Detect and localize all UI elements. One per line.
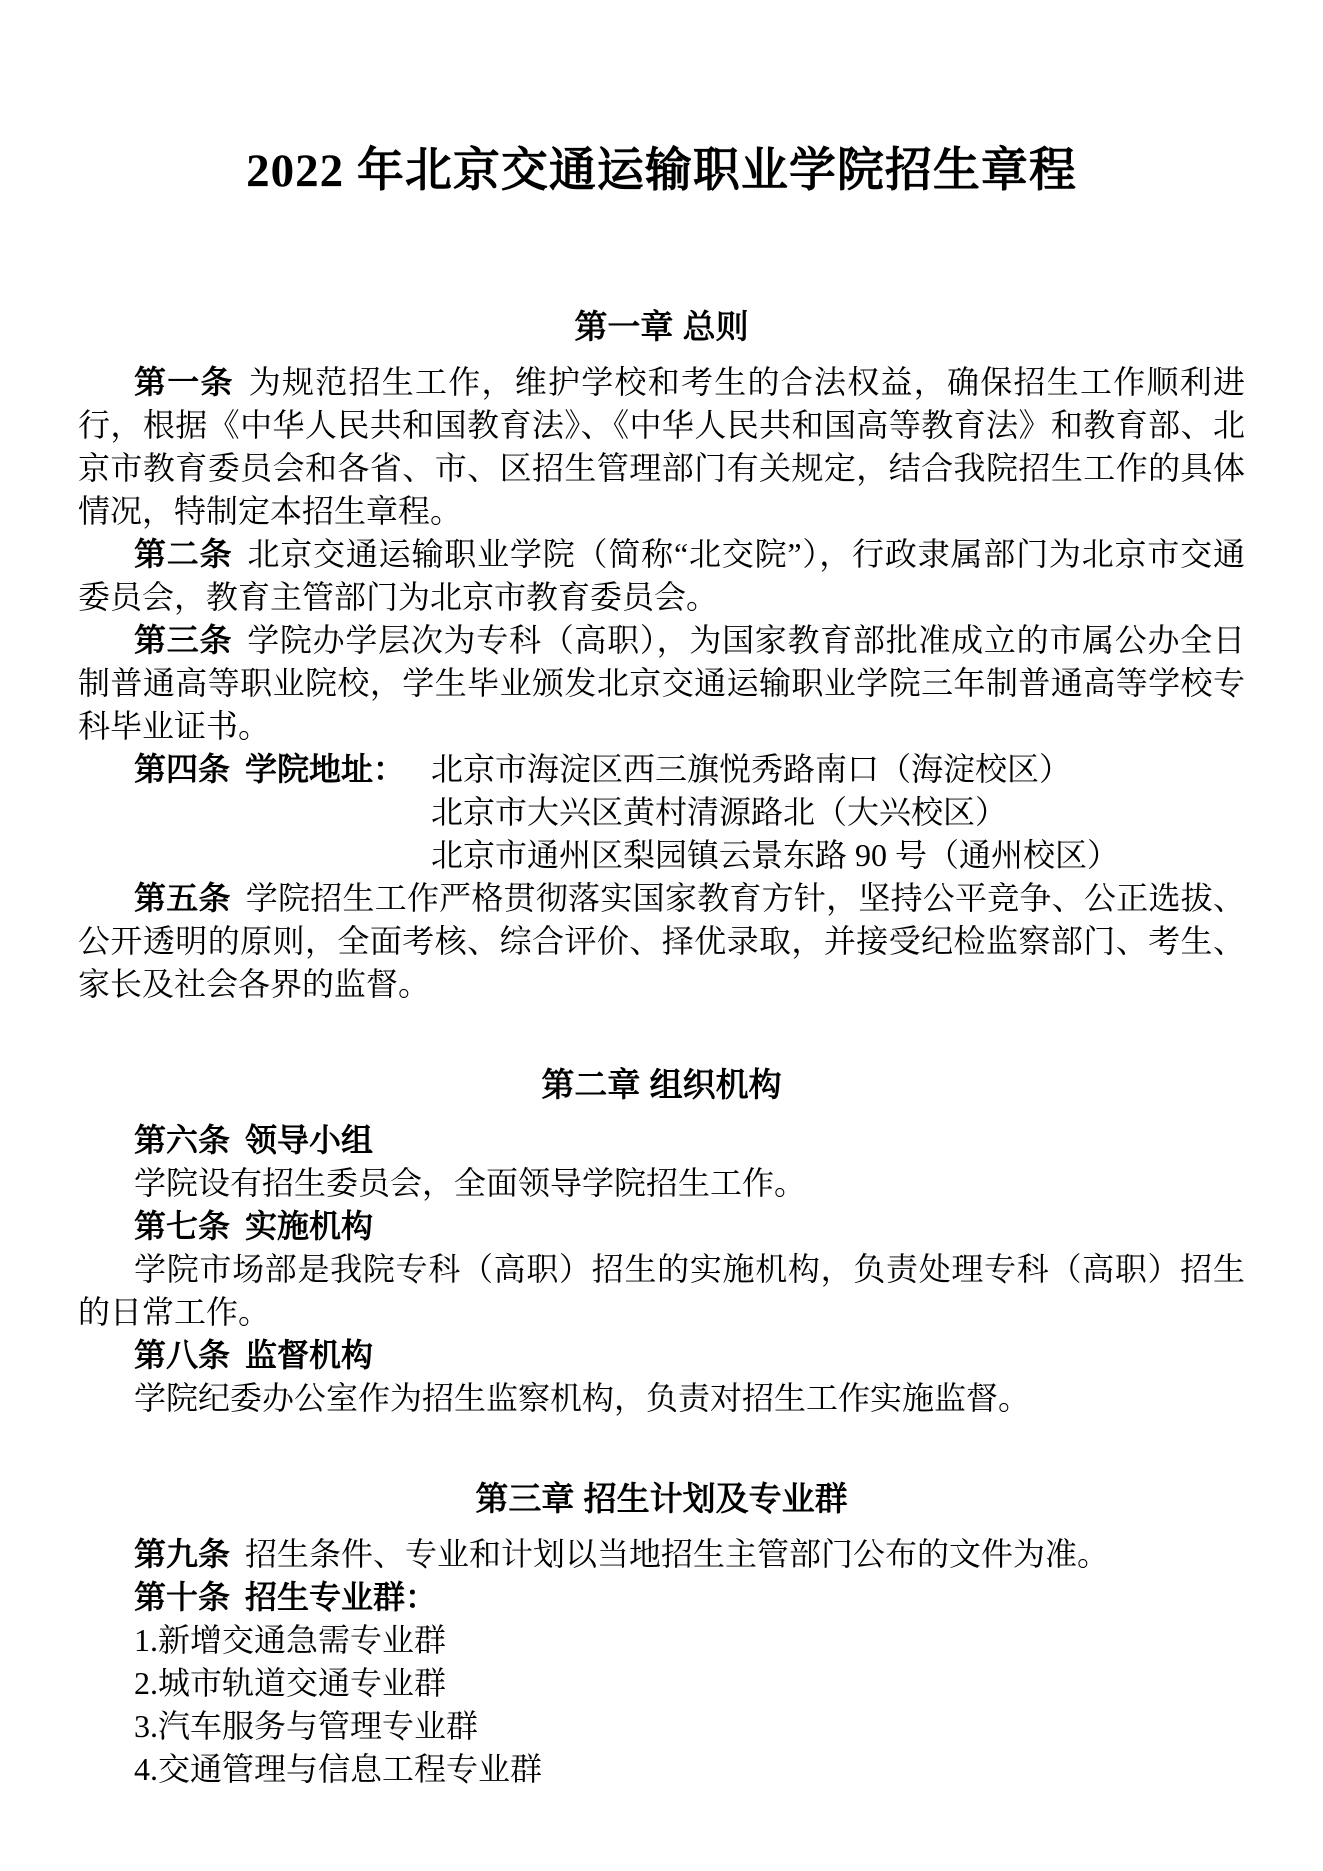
article-5-label: 第五条 [134, 880, 231, 916]
article-9 [78, 1533, 1245, 1576]
campus-address-list [431, 748, 1119, 877]
article-8-text: 学院纪委办公室作为招生监察机构，负责对招生工作实施监督。 [134, 1380, 1031, 1416]
article-5 [78, 877, 1245, 1006]
major-group-item-1: 1.新增交通急需专业群 [134, 1622, 447, 1658]
article-4 [78, 748, 1245, 877]
article-1 [78, 361, 1245, 533]
article-2-label: 第二条 [134, 536, 233, 572]
article-2 [78, 533, 1245, 619]
article-3-label: 第三条 [134, 622, 233, 658]
chapter-1-heading: 第一章 总则 [574, 308, 749, 345]
article-9-label: 第九条 [134, 1536, 231, 1572]
article-7-sublabel: 实施机构 [245, 1208, 374, 1244]
article-10-title [78, 1576, 1245, 1619]
article-8-sublabel: 监督机构 [245, 1337, 374, 1373]
campus-address-haidian: 北京市海淀区西三旗悦秀路南口（海淀校区） [431, 751, 1072, 787]
article-8-label: 第八条 [134, 1337, 231, 1373]
article-7-title [78, 1205, 1245, 1248]
article-4-label-group [78, 748, 405, 791]
document-title: 2022 年北京交通运输职业学院招生章程 [246, 145, 1077, 197]
article-3 [78, 619, 1245, 748]
article-6-text: 学院设有招生委员会，全面领导学院招生工作。 [134, 1165, 807, 1201]
campus-address-tongzhou: 北京市通州区梨园镇云景东路 90 号（通州校区） [431, 837, 1120, 873]
article-8-title [78, 1334, 1245, 1377]
article-10-label: 第十条 [134, 1579, 231, 1615]
article-5-text: 学院招生工作严格贯彻落实国家教育方针，坚持公平竞争、公正选拔、公开透明的原则，全面考核、综合评价、择优录取，并接受纪检监察部门、考生、家长及社会各界的监督。 [78, 880, 1245, 1002]
chapter-2-heading: 第二章 组织机构 [541, 1066, 782, 1103]
chapter-3-heading: 第三章 招生计划及专业群 [475, 1480, 848, 1517]
article-9-text: 招生条件、专业和计划以当地招生主管部门公布的文件为准。 [245, 1536, 1110, 1572]
article-2-text: 北京交通运输职业学院（简称“北交院”），行政隶属部门为北京市交通委员会，教育主管部门为北京市教育委员会。 [78, 536, 1245, 615]
article-4-label: 第四条 [134, 751, 231, 787]
article-7-label: 第七条 [134, 1208, 231, 1244]
major-group-item-4: 4.交通管理与信息工程专业群 [134, 1751, 543, 1787]
article-1-text: 为规范招生工作，维护学校和考生的合法权益，确保招生工作顺利进行，根据《中华人民共和国教育法》、《中华人民共和国高等教育法》和教育部、北京市教育委员会和各省、市、区招生管理部门有关规定，结合我院招生工作的具体情况，特制定本招生章程。 [78, 364, 1245, 529]
major-group-item-3: 3.汽车服务与管理专业群 [134, 1708, 479, 1744]
article-6-title [78, 1119, 1245, 1162]
article-4-sublabel: 学院地址： [245, 751, 406, 787]
article-7-text: 学院市场部是我院专科（高职）招生的实施机构，负责处理专科（高职）招生的日常工作。 [78, 1251, 1245, 1330]
article-10-sublabel: 招生专业群： [245, 1579, 438, 1615]
major-group-item-2: 2.城市轨道交通专业群 [134, 1665, 447, 1701]
article-3-text: 学院办学层次为专科（高职），为国家教育部批准成立的市属公办全日制普通高等职业院校，学生毕业颁发北京交通运输职业学院三年制普通高等学校专科毕业证书。 [78, 622, 1245, 744]
article-6-sublabel: 领导小组 [245, 1122, 374, 1158]
campus-address-daxing: 北京市大兴区黄村清源路北（大兴校区） [431, 794, 1008, 830]
article-6-label: 第六条 [134, 1122, 231, 1158]
article-1-label: 第一条 [134, 364, 234, 400]
